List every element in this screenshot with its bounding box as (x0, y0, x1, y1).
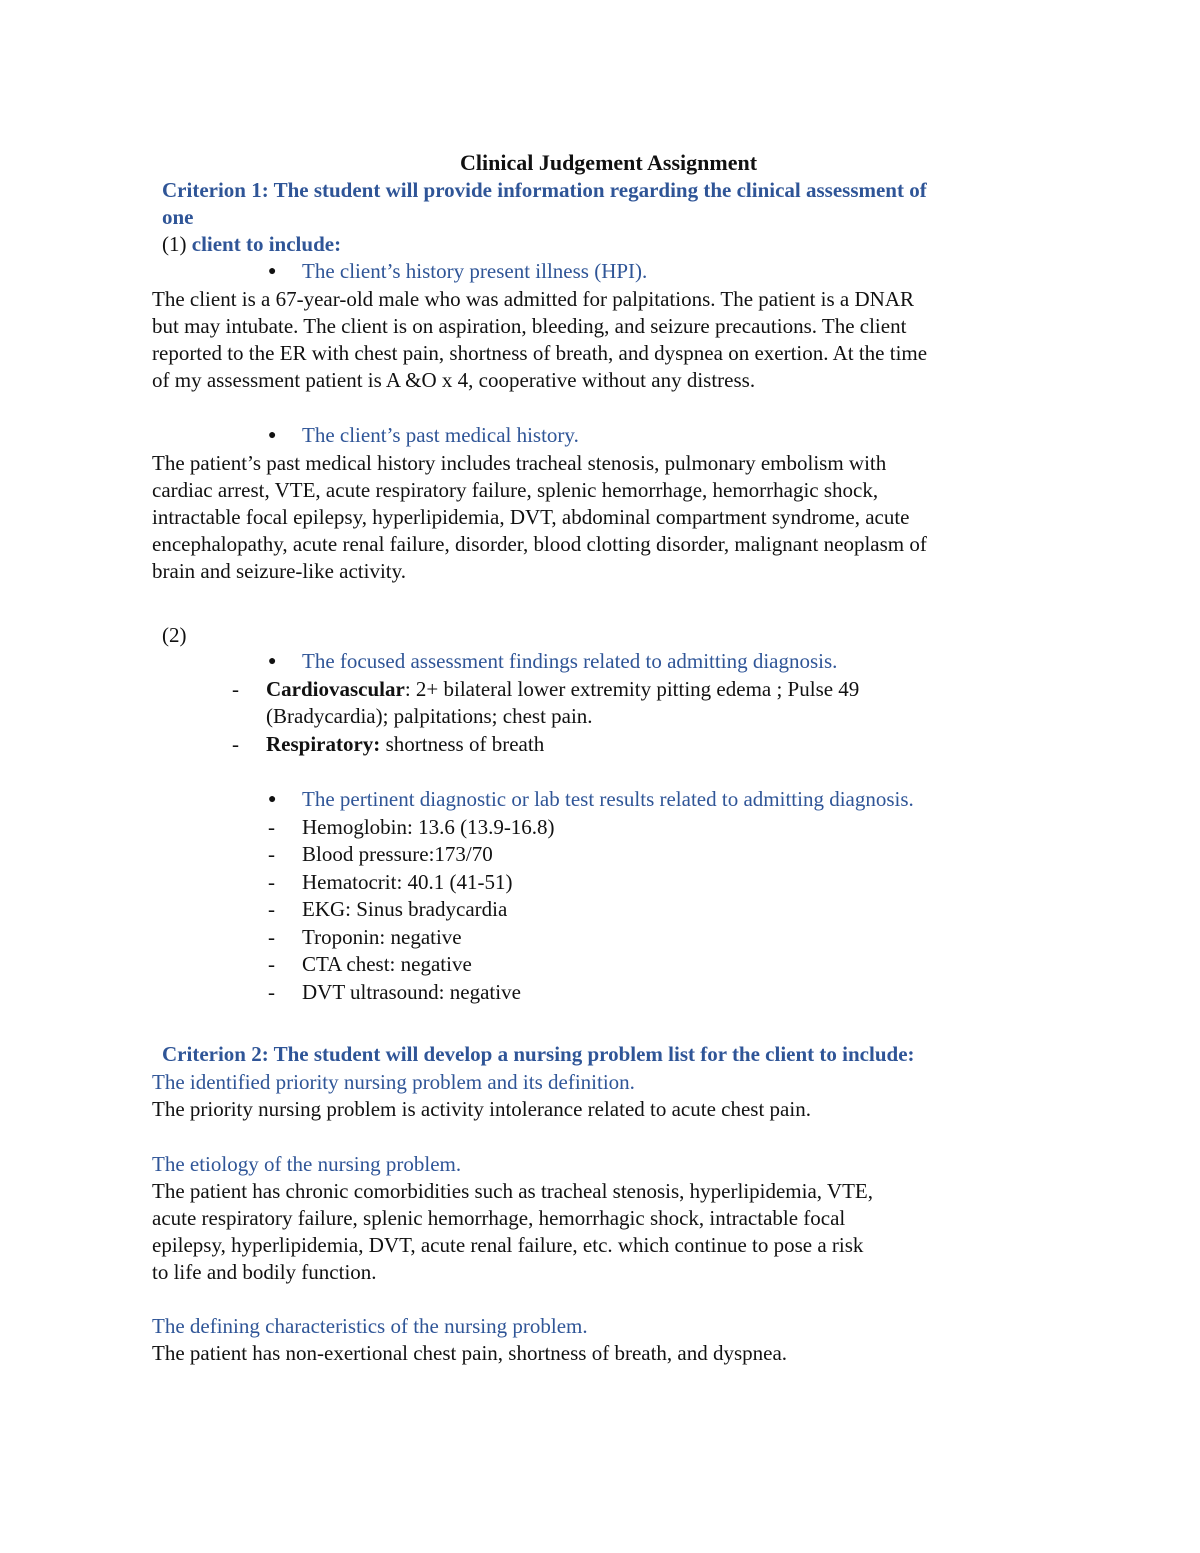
lab-item: EKG: Sinus bradycardia (302, 897, 508, 921)
pmh-line: intractable focal epilepsy, hyperlipidemia, DVT, abdominal compartment syndrome, acute (152, 505, 910, 529)
labs-heading: The pertinent diagnostic or lab test results related to admitting diagnosis. (302, 787, 914, 811)
lab-item: Hematocrit: 40.1 (41-51) (302, 870, 513, 894)
dash-marker: - (268, 842, 275, 866)
focused-assessment-heading: The focused assessment findings related to admitting diagnosis. (302, 649, 838, 673)
hpi-heading: The client’s history present illness (HPI). (302, 259, 648, 283)
section-number-2: (2) (162, 623, 187, 647)
problem-text: The priority nursing problem is activity intolerance related to acute chest pain. (152, 1097, 811, 1121)
cardiovascular-finding (266, 677, 859, 702)
criterion-1-subheading (162, 232, 341, 257)
dash-marker: - (268, 870, 275, 894)
defining-characteristics-text: The patient has non-exertional chest pain, shortness of breath, and dyspnea. (152, 1341, 788, 1365)
hpi-line: of my assessment patient is A &O x 4, cooperative without any distress. (152, 368, 756, 392)
cardiovascular-label: Cardiovascular (266, 677, 405, 701)
lab-item: CTA chest: negative (302, 952, 472, 976)
hpi-line: reported to the ER with chest pain, shortness of breath, and dyspnea on exertion. At the time (152, 341, 928, 365)
criterion-2-heading: Criterion 2: The student will develop a nursing problem list for the client to include: (162, 1042, 915, 1066)
cardiovascular-finding-cont: (Bradycardia); palpitations; chest pain. (266, 704, 593, 728)
etiology-line: epilepsy, hyperlipidemia, DVT, acute renal failure, etc. which continue to pose a risk (152, 1233, 864, 1257)
dash-marker: - (268, 980, 275, 1004)
dash-marker: - (232, 732, 239, 756)
bullet-icon: ● (268, 792, 277, 807)
hpi-paragraph (152, 286, 927, 394)
dash-marker: - (268, 897, 275, 921)
bullet-icon: ● (268, 264, 277, 279)
dash-marker: - (232, 677, 239, 701)
respiratory-text: shortness of breath (380, 732, 545, 756)
dash-marker: - (268, 952, 275, 976)
criterion-1-heading-line-2: one (162, 205, 194, 229)
respiratory-finding (266, 732, 544, 757)
pmh-line: brain and seizure-like activity. (152, 559, 407, 583)
hpi-line: The client is a 67-year-old male who was admitted for palpitations. The patient is a DNAR (152, 287, 914, 311)
lab-item: Blood pressure:173/70 (302, 842, 493, 866)
bullet-icon: ● (268, 428, 277, 443)
pmh-line: The patient’s past medical history includes tracheal stenosis, pulmonary embolism with (152, 451, 887, 475)
etiology-heading: The etiology of the nursing problem. (152, 1152, 462, 1176)
lab-item: DVT ultrasound: negative (302, 980, 521, 1004)
pmh-line: encephalopathy, acute renal failure, disorder, blood clotting disorder, malignant neoplasm of (152, 532, 927, 556)
etiology-line: acute respiratory failure, splenic hemorrhage, hemorrhagic shock, intractable focal (152, 1206, 846, 1230)
section-number-1: (1) (162, 232, 187, 256)
lab-item: Hemoglobin: 13.6 (13.9-16.8) (302, 815, 555, 839)
etiology-paragraph (152, 1178, 873, 1286)
etiology-line: The patient has chronic comorbidities such as tracheal stenosis, hyperlipidemia, VTE, (152, 1179, 873, 1203)
page-title: Clinical Judgement Assignment (460, 150, 758, 175)
pmh-paragraph (152, 450, 927, 585)
client-include-label: client to include: (191, 232, 342, 256)
criterion-1-heading-line-1: Criterion 1: The student will provide information regarding the clinical assessment of (162, 178, 927, 202)
cardiovascular-text: : 2+ bilateral lower extremity pitting edema ; Pulse 49 (404, 677, 860, 701)
etiology-line: to life and bodily function. (152, 1260, 377, 1284)
bullet-icon: ● (268, 654, 277, 669)
pmh-line: cardiac arrest, VTE, acute respiratory failure, splenic hemorrhage, hemorrhagic shock, (152, 478, 879, 502)
dash-marker: - (268, 815, 275, 839)
problem-heading: The identified priority nursing problem and its definition. (152, 1070, 635, 1094)
dash-marker: - (268, 925, 275, 949)
pmh-heading: The client’s past medical history. (302, 423, 579, 447)
respiratory-label: Respiratory: (266, 732, 381, 756)
hpi-line: but may intubate. The client is on aspiration, bleeding, and seizure precautions. The client (152, 314, 907, 338)
lab-item: Troponin: negative (302, 925, 462, 949)
defining-characteristics-heading: The defining characteristics of the nursing problem. (152, 1314, 588, 1338)
